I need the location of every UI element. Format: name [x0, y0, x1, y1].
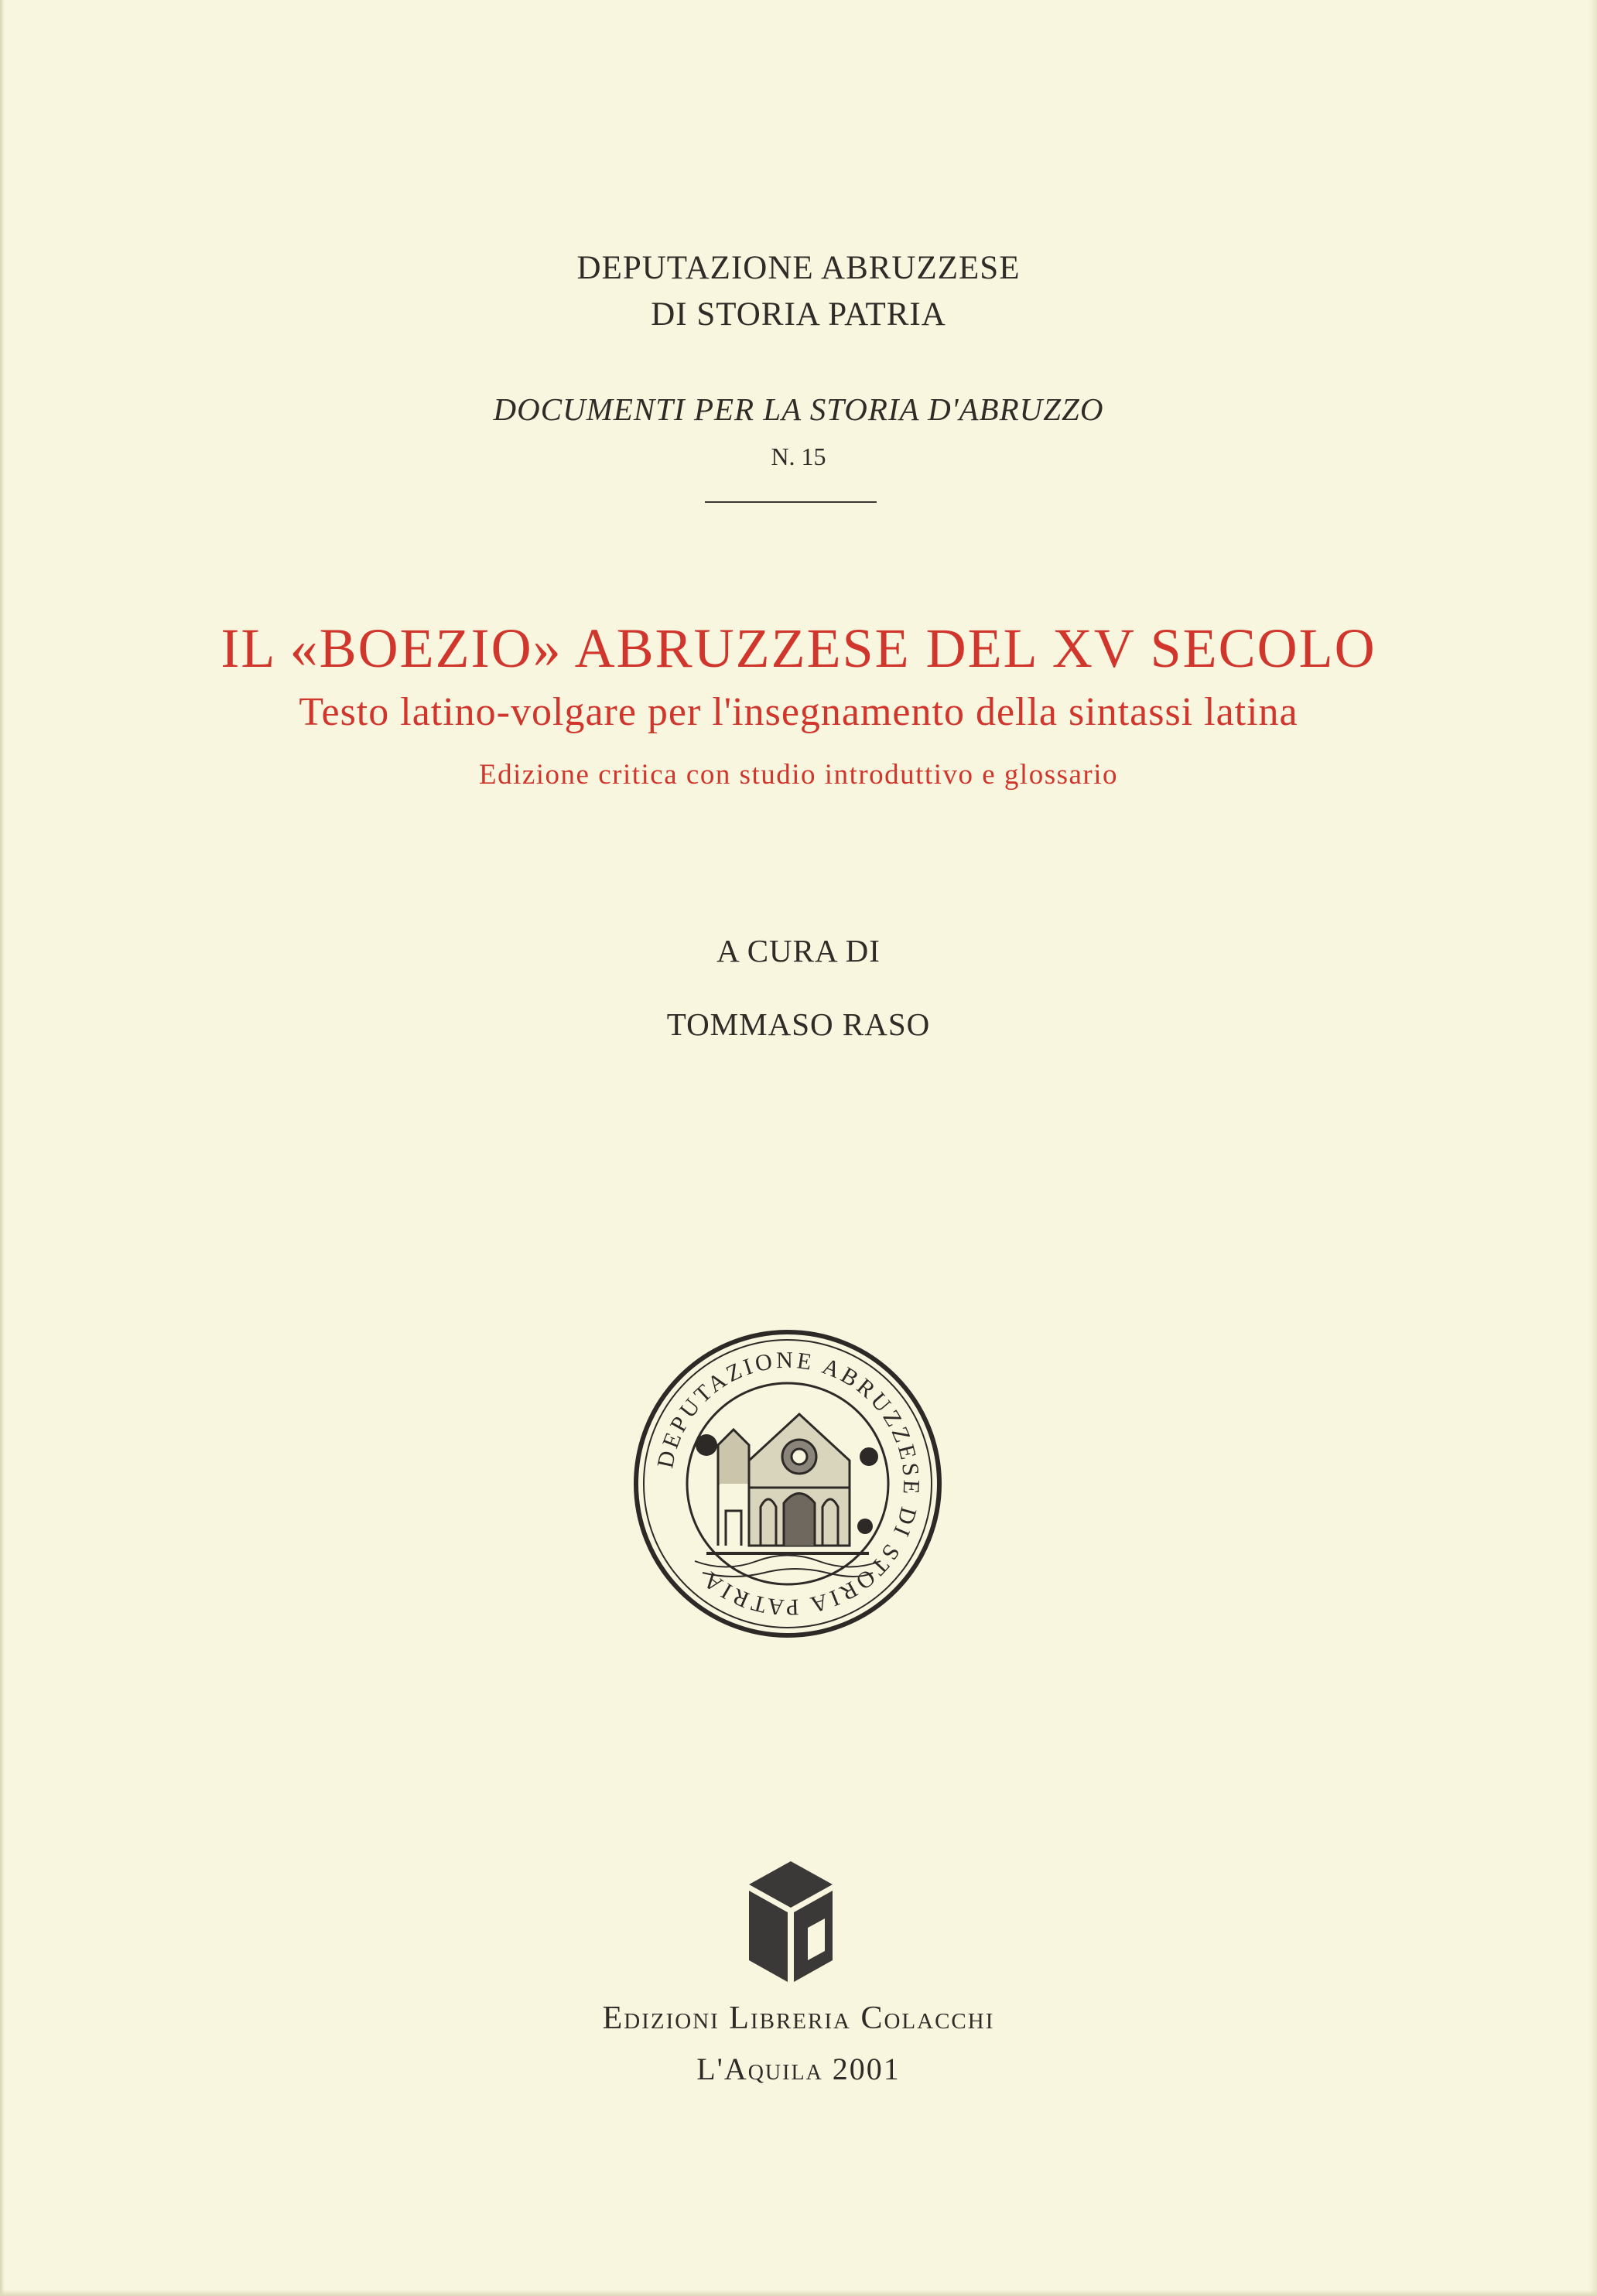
editor-label: A CURA DI — [716, 933, 881, 969]
header-divider — [705, 501, 877, 503]
series-number: N. 15 — [771, 442, 826, 470]
page-edge-right — [1589, 0, 1597, 2296]
cube-logo-icon — [744, 1858, 837, 1985]
page-edge-bottom — [0, 2290, 1597, 2296]
series-title: DOCUMENTI PER LA STORIA D'ABRUZZO — [493, 391, 1104, 427]
page-edge-left — [0, 0, 5, 2296]
edition-note: Edizione critica con studio introduttivo e glossario — [478, 759, 1119, 791]
book-subtitle: Testo latino-volgare per l'insegnamento della sintassi latina — [299, 690, 1298, 734]
book-title: IL «BOEZIO» ABRUZZESE DEL XV SECOLO — [221, 617, 1376, 679]
publisher-name: Edizioni Libreria Colacchi — [602, 2000, 995, 2036]
editor-name: TOMMASO RASO — [666, 1006, 931, 1042]
publisher-place-year: L'Aquila 2001 — [696, 2052, 901, 2086]
seal-emblem-icon — [633, 1329, 942, 1638]
institution-line-1: DEPUTAZIONE ABRUZZESE — [576, 250, 1021, 286]
institution-line-2: DI STORIA PATRIA — [651, 296, 946, 333]
seal-inscription: DEPUTAZIONE ABRUZZESE DI STORIA PATRIA — [652, 1347, 925, 1621]
